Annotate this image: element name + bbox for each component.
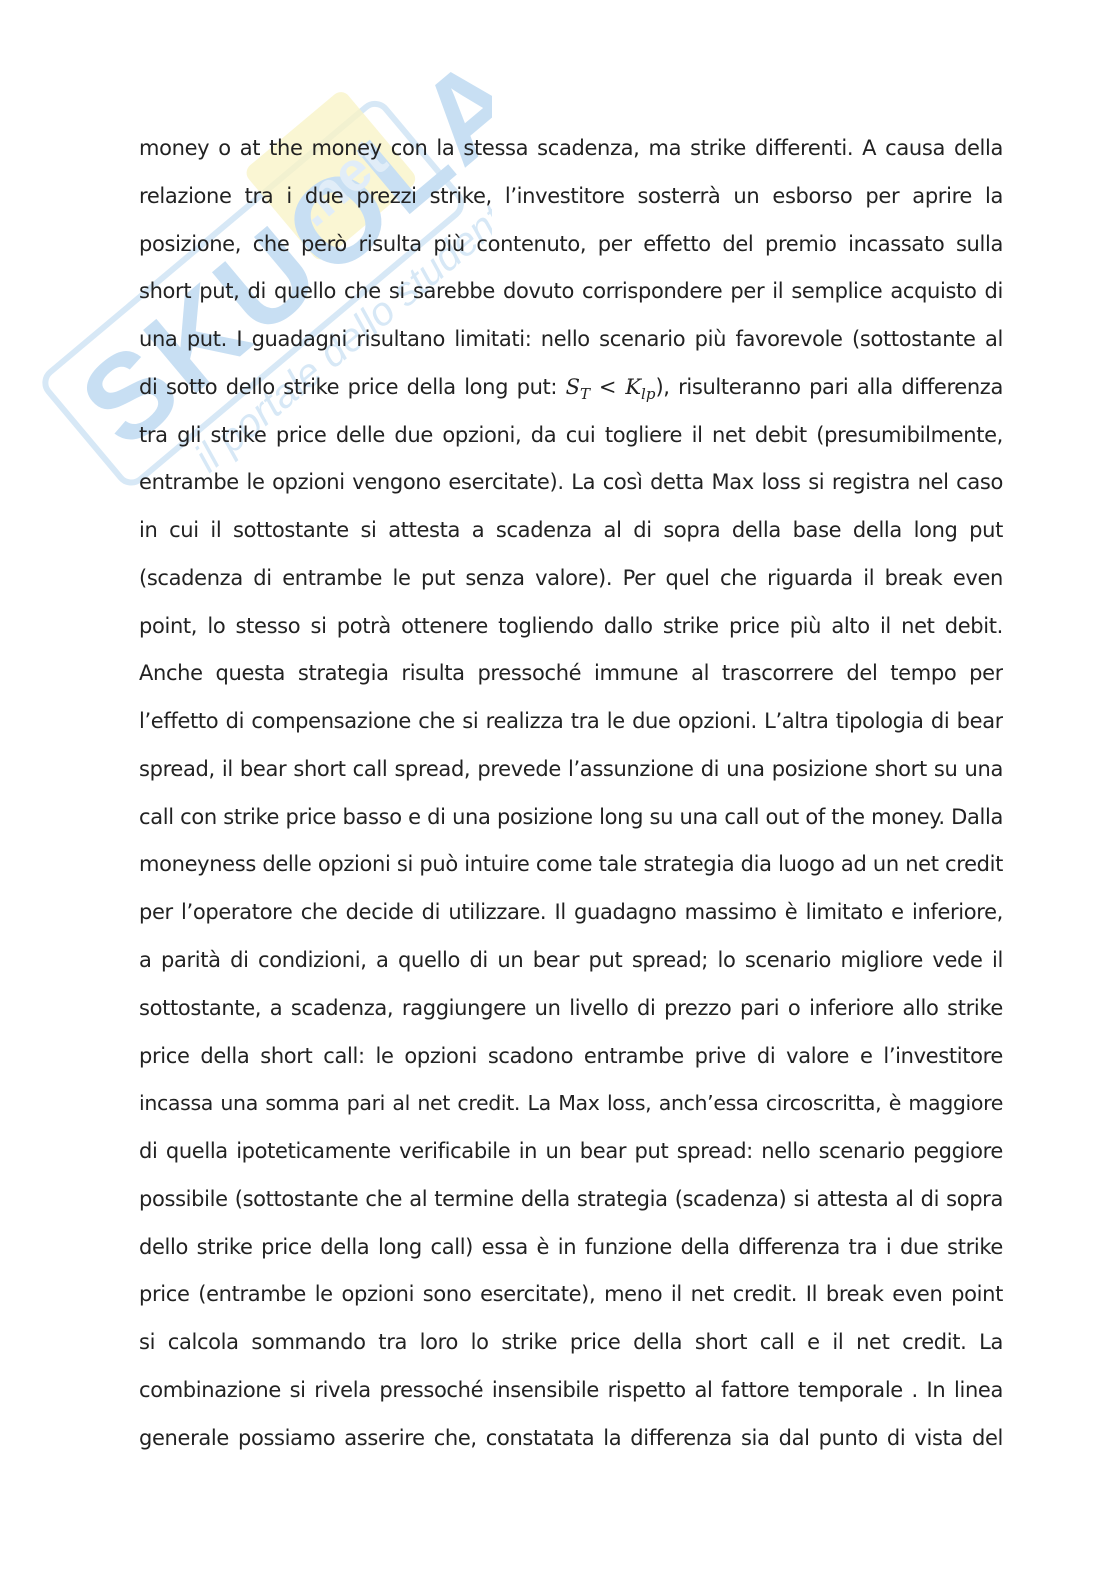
text-line: Anche questa strategia risulta pressoché immune al trascorrere del tempo per <box>139 661 1003 686</box>
text-line: possibile (sottostante che al termine della strategia (scadenza) si attesta al di sopra <box>139 1186 1003 1211</box>
text-line: si calcola sommando tra loro lo strike price della short call e il net credit. La <box>139 1330 1003 1355</box>
text-line: incassa una somma pari al net credit. La Max loss, anch’essa circoscritta, è maggiore <box>139 1091 1003 1116</box>
inequality-formula <box>565 374 656 403</box>
watermark-brand-suffix: .net <box>281 125 399 239</box>
formula-s-subscript: T <box>580 384 591 403</box>
text-line: price della short call: le opzioni scadono entrambe prive di valore e l’investitore <box>139 1043 1003 1068</box>
text-line: short put, di quello che si sarebbe dovuto corrispondere per il semplice acquisto di <box>139 279 1003 304</box>
body-text <box>139 125 1003 1462</box>
text-line: moneyness delle opzioni si può intuire come tale strategia dia luogo ad un net credit <box>139 852 1003 877</box>
text-line: (scadenza di entrambe le put senza valore). Per quel che riguarda il break even <box>139 565 1003 590</box>
text-line: price (entrambe le opzioni sono esercitate), meno il net credit. Il break even point <box>139 1282 1003 1307</box>
formula-operator: < <box>590 374 626 399</box>
text-line-with-formula <box>139 364 1003 412</box>
text-line: di quella ipoteticamente verificabile in un bear put spread: nello scenario peggiore <box>139 1139 1003 1164</box>
formula-k: K <box>625 374 642 399</box>
text-line: per l’operatore che decide di utilizzare. Il guadagno massimo è limitato e inferiore, <box>139 900 1003 925</box>
text-line: a parità di condizioni, a quello di un bear put spread; lo scenario migliore vede il <box>139 948 1003 973</box>
formula-k-subscript: lp <box>641 384 656 403</box>
text-line: spread, il bear short call spread, prevede l’assunzione di una posizione short su una <box>139 756 1003 781</box>
watermark-tagline: il portale dello studente <box>186 182 492 481</box>
text-line: posizione, che però risulta più contenuto, per effetto del premio incassato sulla <box>139 231 1003 256</box>
text-line: dello strike price della long call) essa è in funzione della differenza tra i due strike <box>139 1234 1003 1259</box>
text-line: sottostante, a scadenza, raggiungere un livello di prezzo pari o inferiore allo strike <box>139 995 1003 1020</box>
text-line: tra gli strike price delle due opzioni, da cui togliere il net debit (presumibilmente, <box>139 422 1003 447</box>
text-line: generale possiamo asserire che, constatata la differenza sia dal punto di vista del <box>139 1425 1003 1450</box>
formula-s: S <box>565 374 581 399</box>
text-line: money o at the money con la stessa scadenza, ma strike differenti. A causa della <box>139 136 1003 160</box>
text-line: l’effetto di compensazione che si realizza tra le due opzioni. L’altra tipologia di bear <box>139 709 1003 734</box>
text-line: point, lo stesso si potrà ottenere togliendo dallo strike price più alto il net debit. <box>139 613 1003 638</box>
text-line: entrambe le opzioni vengono esercitate). La così detta Max loss si registra nel caso <box>139 470 1003 495</box>
formula-line-after: ), risulteranno pari alla differenza <box>655 374 1003 399</box>
text-line: relazione tra i due prezzi strike, l’investitore sosterrà un esborso per aprire la <box>139 183 1003 208</box>
formula-line-before: di sotto dello strike price della long put: <box>139 374 566 399</box>
text-line: in cui il sottostante si attesta a scadenza al di sopra della base della long put <box>139 518 1003 543</box>
text-line: call con strike price basso e di una posizione long su una call out of the money. Dalla <box>139 804 1003 829</box>
text-line: una put. I guadagni risultano limitati: nello scenario più favorevole (sottostante al <box>139 327 1003 352</box>
watermark-brand-text: SKUOLA <box>56 40 492 473</box>
text-line: combinazione si rivela pressoché insensibile rispetto al fattore temporale . In linea <box>139 1377 1003 1402</box>
